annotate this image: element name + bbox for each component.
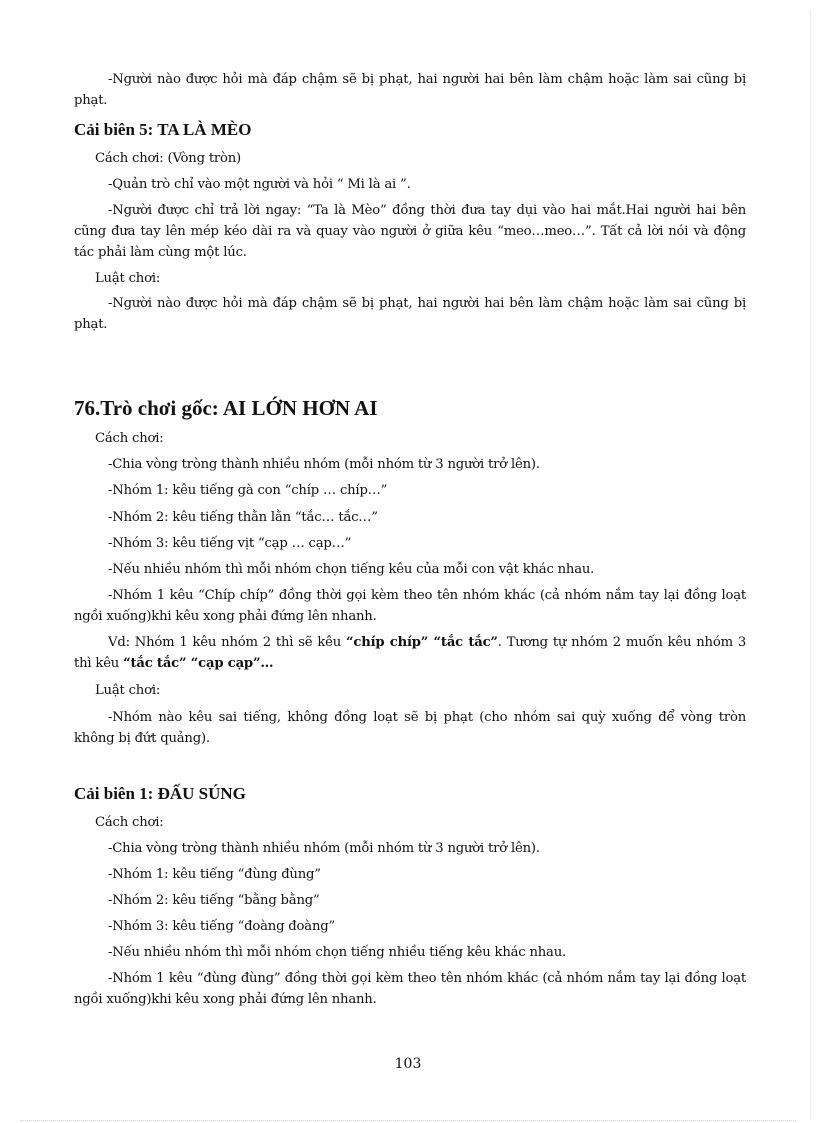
example-text: Vd: Nhóm 1 kêu nhóm 2 thì sẽ kêu [108,635,346,650]
heading-section-76: 76.Trò chơi gốc: AI LỚN HƠN AI [74,396,378,420]
label-rules: Luật chơi: [95,683,161,698]
list-item: -Nhóm 2: kêu tiếng “bằng bằng” [108,893,320,908]
heading-cai-bien-5: Cải biên 5: TA LÀ MÈO [74,120,252,139]
label-how-to-play: Cách chơi: [95,431,164,446]
heading-cai-bien-1: Cải biên 1: ĐẤU SÚNG [74,784,246,803]
label-rules: Luật chơi: [95,271,161,286]
paragraph-example [74,632,746,674]
list-item: -Chia vòng tròng thành nhiều nhóm (mỗi nhóm từ 3 người trở lên). [108,841,540,856]
bottom-divider [20,1120,796,1121]
list-item: -Nhóm 3: kêu tiếng “đoàng đoàng” [108,919,336,934]
paragraph-rule-top: -Người nào được hỏi mà đáp chậm sẽ bị phạt, hai người hai bên làm chậm hoặc làm sai cũng bị phạt. [74,72,746,108]
example-sounds: “chíp chíp” “tắc tắc” [345,635,498,650]
example-text: . Tương tự nhóm 2 muốn kêu nhóm 3 thì kêu [74,635,747,671]
paragraph-rule: -Nhóm nào kêu sai tiếng, không đồng loạt sẽ bị phạt (cho nhóm sai quỳ xuống để vòng tròn không bị đứt quảng). [74,710,746,746]
list-item: -Nhóm 1 kêu “Chíp chíp” đồng thời gọi kèm theo tên nhóm khác (cả nhóm nắm tay lại đồng loạt ngồi xuống)khi kêu xong phải đứng lên nhanh. [74,588,746,624]
paragraph-step: -Quản trò chỉ vào một người và hỏi “ Mi là ai ”. [108,177,411,192]
list-item: -Nếu nhiều nhóm thì mỗi nhóm chọn tiếng kêu của mỗi con vật khác nhau. [108,562,595,577]
list-item: -Nếu nhiều nhóm thì mỗi nhóm chọn tiếng nhiều tiếng kêu khác nhau. [108,945,566,960]
example-sounds: “tắc tắc” “cạp cạp”… [123,656,274,671]
list-item: -Nhóm 3: kêu tiếng vịt “cạp … cạp…” [108,536,352,551]
label-how-to-play: Cách chơi: [95,815,164,830]
page-number: 103 [394,1056,422,1072]
list-item: -Nhóm 2: kêu tiếng thằn lằn “tắc… tắc…” [108,510,378,525]
list-item: -Chia vòng tròng thành nhiều nhóm (mỗi nhóm từ 3 người trở lên). [108,457,540,472]
list-item: -Nhóm 1: kêu tiếng “đùng đùng” [108,867,321,882]
label-how-to-play: Cách chơi: (Vòng tròn) [95,151,241,166]
list-item: -Nhóm 1 kêu “đùng đùng” đồng thời gọi kèm theo tên nhóm khác (cả nhóm nắm tay lại đồng loạt ngồi xuống)khi kêu xong phải đứng lên nhanh. [74,971,746,1007]
paragraph-rule: -Người nào được hỏi mà đáp chậm sẽ bị phạt, hai người hai bên làm chậm hoặc làm sai cũng bị phạt. [74,296,746,332]
paragraph-step: -Người được chỉ trả lời ngay: “Ta là Mèo” đồng thời đưa tay dụi vào hai mắt.Hai người hai bên cũng đưa tay lên mép kéo dài ra và quay vào người ở giữa kêu “meo…meo…”. Tất cả lời nói và động tác phải làm cùng một lúc. [74,203,746,260]
right-divider [810,10,811,1120]
list-item: -Nhóm 1: kêu tiếng gà con “chíp … chíp…” [108,483,388,498]
